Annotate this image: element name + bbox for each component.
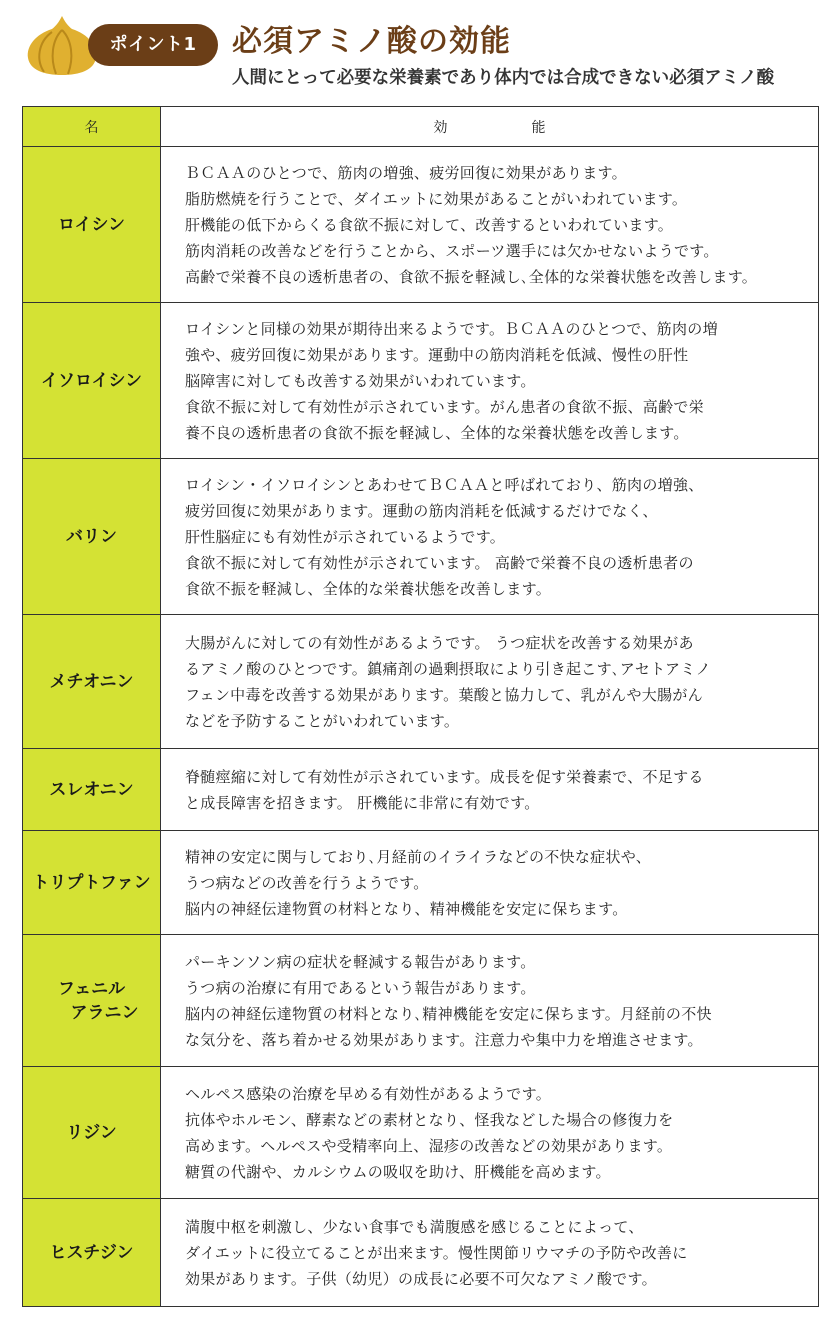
table-row <box>23 1199 819 1307</box>
column-header-name: 名 <box>23 107 161 147</box>
effect-line: 養不良の透析患者の食欲不振を軽減し、全体的な栄養状態を改善します。 <box>185 423 689 442</box>
effect-line: 脳内の神経伝達物質の材料となり、精神機能を安定に保ちます。 <box>185 899 628 918</box>
effect-line: フェン中毒を改善する効果があります。葉酸と協力して、乳がんや大腸がん <box>185 685 703 704</box>
effect-line: うつ病の治療に有用であるという報告があります。 <box>185 978 536 997</box>
effect-description <box>161 459 819 615</box>
point-badge: ポイント1 <box>88 24 218 66</box>
effect-description <box>161 1067 819 1199</box>
effect-line: ヘルペス感染の治療を早める有効性があるようです。 <box>185 1084 552 1103</box>
amino-acid-name-line: リジン <box>66 1122 117 1143</box>
effect-line: 大腸がんに対しての有効性があるようです。 うつ症状を改善する効果があ <box>185 633 694 652</box>
effect-line: ロイシンと同様の効果が期待出来るようです。ＢＣＡＡのひとつで、筋肉の増 <box>185 319 718 338</box>
amino-acid-name-line: アラニン <box>70 1002 139 1023</box>
table-row <box>23 147 819 303</box>
effect-line: パーキンソン病の症状を軽減する報告があります。 <box>185 952 536 971</box>
effect-description <box>161 935 819 1067</box>
effect-line: などを予防することがいわれています。 <box>185 711 460 730</box>
effect-line: 脂肪燃焼を行うことで、ダイエットに効果があることがいわれています。 <box>185 189 688 208</box>
table-row <box>23 459 819 615</box>
effect-line: 満腹中枢を刺激し、少ない食事でも満腹感を感じることによって、 <box>185 1217 644 1236</box>
effect-line: 精神の安定に関与しており､月経前のイライラなどの不快な症状や、 <box>185 847 652 866</box>
page-title: 必須アミノ酸の効能 <box>232 24 511 59</box>
effect-line: 疲労回復に効果があります。運動の筋肉消耗を低減するだけでなく、 <box>185 501 658 520</box>
effect-description <box>161 303 819 459</box>
page-subtitle: 人間にとって必要な栄養素であり体内では合成できない必須アミノ酸 <box>232 68 775 88</box>
amino-acid-name <box>23 147 161 303</box>
effect-line: 筋肉消耗の改善などを行うことから、スポーツ選手には欠かせないようです。 <box>185 241 719 260</box>
effect-description <box>161 147 819 303</box>
effect-line: 肝機能の低下からくる食欲不振に対して、改善するといわれています。 <box>185 215 674 234</box>
effect-line: と成長障害を招きます。 肝機能に非常に有効です。 <box>185 793 540 812</box>
effect-line: 高齢で栄養不良の透析患者の、食欲不振を軽減し､全体的な栄養状態を改善します。 <box>185 267 758 286</box>
effect-line: 糖質の代謝や、カルシウムの吸収を助け、肝機能を高めます。 <box>185 1162 611 1181</box>
effect-line: 脳障害に対しても改善する効果がいわれています。 <box>185 371 536 390</box>
table-row <box>23 615 819 749</box>
effect-line: 食欲不振を軽減し、全体的な栄養状態を改善します。 <box>185 579 552 598</box>
effect-line: 強や、疲労回復に効果があります。運動中の筋肉消耗を低減、慢性の肝性 <box>185 345 689 364</box>
effect-line: 脊髄痙縮に対して有効性が示されています。成長を促す栄養素で、不足する <box>185 767 704 786</box>
header <box>0 0 840 100</box>
amino-acid-name <box>23 1199 161 1307</box>
amino-acid-name-line: フェニル <box>57 978 126 999</box>
table-header-row <box>23 107 819 147</box>
table-row <box>23 749 819 831</box>
effect-line: 効果があります。子供（幼児）の成長に必要不可欠なアミノ酸です。 <box>185 1269 657 1288</box>
amino-acid-name <box>23 615 161 749</box>
amino-acid-name-line: トリプトファン <box>32 872 151 893</box>
amino-acid-name <box>23 459 161 615</box>
amino-acid-name <box>23 303 161 459</box>
amino-acid-name <box>23 749 161 831</box>
effect-line: ダイエットに役立てることが出来ます。慢性関節リウマチの予防や改善に <box>185 1243 688 1262</box>
effect-description <box>161 615 819 749</box>
amino-acid-table <box>22 106 819 1307</box>
effect-line: な気分を、落ち着かせる効果があります。注意力や集中力を増進させます。 <box>185 1030 703 1049</box>
effect-description <box>161 749 819 831</box>
effect-description <box>161 1199 819 1307</box>
table-row <box>23 935 819 1067</box>
amino-acid-name <box>23 831 161 935</box>
amino-acid-name-line: イソロイシン <box>40 370 143 391</box>
effect-line: ＢＣＡＡのひとつで、筋肉の増強、疲労回復に効果があります。 <box>185 163 627 182</box>
amino-acid-name-line: ロイシン <box>57 214 126 235</box>
effect-line: るアミノ酸のひとつです。鎮痛剤の過剰摂取により引き起こす､アセトアミノ <box>185 659 711 678</box>
effect-line: 肝性脳症にも有効性が示されているようです。 <box>185 527 506 546</box>
effect-line: 食欲不振に対して有効性が示されています。がん患者の食欲不振、高齢で栄 <box>185 397 705 416</box>
effect-line: うつ病などの改善を行うようです。 <box>185 873 429 892</box>
effect-line: 脳内の神経伝達物質の材料となり､精神機能を安定に保ちます。月経前の不快 <box>185 1004 712 1023</box>
table-row <box>23 1067 819 1199</box>
table-row <box>23 831 819 935</box>
amino-acid-name-line: バリン <box>66 526 117 547</box>
effect-line: ロイシン・イソロイシンとあわせてＢＣＡＡと呼ばれており、筋肉の増強、 <box>185 475 704 494</box>
table-row <box>23 303 819 459</box>
amino-acid-name-line: メチオニン <box>49 671 134 692</box>
effect-line: 高めます。ヘルペスや受精率向上、湿疹の改善などの効果があります。 <box>185 1136 673 1155</box>
amino-acid-name <box>23 1067 161 1199</box>
effect-line: 抗体やホルモン、酵素などの素材となり、怪我などした場合の修復力を <box>185 1110 674 1129</box>
amino-acid-name-line: ヒスチジン <box>49 1242 134 1263</box>
amino-acid-name-line: スレオニン <box>49 779 134 800</box>
column-header-effect: 効 能 <box>161 107 819 147</box>
effect-description <box>161 831 819 935</box>
effect-line: 食欲不振に対して有効性が示されています。 高齢で栄養不良の透析患者の <box>185 553 694 572</box>
amino-acid-name <box>23 935 161 1067</box>
